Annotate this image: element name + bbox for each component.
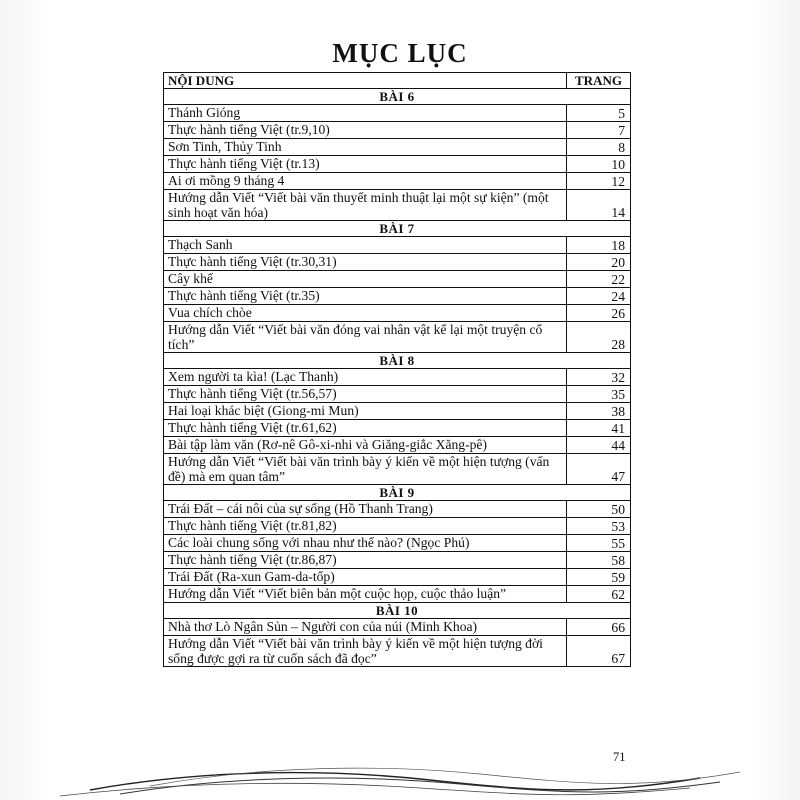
toc-entry-title: Trái Đất – cái nôi của sự sống (Hồ Thanh Trang) (164, 501, 567, 518)
toc-section-row (164, 603, 631, 619)
toc-entry-row (164, 386, 631, 403)
toc-entry-row (164, 454, 631, 485)
toc-entry-row (164, 403, 631, 420)
toc-entry-title: Thực hành tiếng Việt (tr.81,82) (164, 518, 567, 535)
toc-entry-row (164, 619, 631, 636)
toc-entry-page: 18 (567, 237, 631, 254)
toc-entry-row (164, 271, 631, 288)
toc-entry-title: Xem người ta kìa! (Lạc Thanh) (164, 369, 567, 386)
toc-entry-row (164, 518, 631, 535)
toc-entry-row (164, 322, 631, 353)
toc-entry-page: 50 (567, 501, 631, 518)
toc-entry-row (164, 237, 631, 254)
toc-entry-page: 7 (567, 122, 631, 139)
toc-entry-title: Nhà thơ Lò Ngân Sủn – Người con của núi (Minh Khoa) (164, 619, 567, 636)
toc-entry-row (164, 535, 631, 552)
toc-entry-title: Sơn Tinh, Thủy Tinh (164, 139, 567, 156)
toc-entry-row (164, 501, 631, 518)
toc-entry-page: 10 (567, 156, 631, 173)
toc-body (164, 73, 631, 667)
toc-entry-page: 41 (567, 420, 631, 437)
toc-entry-title: Thực hành tiếng Việt (tr.30,31) (164, 254, 567, 271)
toc-entry-title: Thánh Gióng (164, 105, 567, 122)
toc-section-row (164, 353, 631, 369)
toc-entry-title: Thực hành tiếng Việt (tr.86,87) (164, 552, 567, 569)
toc-entry-page: 32 (567, 369, 631, 386)
toc-section-title: BÀI 9 (164, 485, 631, 501)
toc-entry-page: 20 (567, 254, 631, 271)
toc-entry-page: 5 (567, 105, 631, 122)
toc-entry-title: Vua chích chòe (164, 305, 567, 322)
toc-entry-row (164, 569, 631, 586)
toc-entry-row (164, 420, 631, 437)
toc-entry-title: Thực hành tiếng Việt (tr.9,10) (164, 122, 567, 139)
toc-section-row (164, 89, 631, 105)
toc-entry-title: Thực hành tiếng Việt (tr.13) (164, 156, 567, 173)
toc-entry-page: 58 (567, 552, 631, 569)
toc-entry-page: 55 (567, 535, 631, 552)
toc-header-page: TRANG (567, 73, 631, 89)
toc-section-row (164, 485, 631, 501)
toc-header-content: NỘI DUNG (164, 73, 567, 89)
toc-entry-row (164, 369, 631, 386)
toc-entry-row (164, 636, 631, 667)
toc-entry-row (164, 254, 631, 271)
toc-entry-row (164, 105, 631, 122)
toc-entry-row (164, 437, 631, 454)
toc-entry-page: 22 (567, 271, 631, 288)
toc-entry-title: Cây khế (164, 271, 567, 288)
toc-entry-title: Trái Đất (Ra-xun Gam-da-tốp) (164, 569, 567, 586)
toc-entry-page: 26 (567, 305, 631, 322)
toc-entry-row (164, 586, 631, 603)
toc-entry-page: 67 (567, 636, 631, 667)
toc-entry-title: Thực hành tiếng Việt (tr.61,62) (164, 420, 567, 437)
toc-section-row (164, 221, 631, 237)
toc-entry-title: Thạch Sanh (164, 237, 567, 254)
toc-entry-title: Bài tập làm văn (Rơ-nê Gô-xi-nhi và Giăng-giắc Xăng-pê) (164, 437, 567, 454)
toc-entry-title: Thực hành tiếng Việt (tr.56,57) (164, 386, 567, 403)
toc-entry-page: 38 (567, 403, 631, 420)
toc-entry-page: 24 (567, 288, 631, 305)
toc-section-title: BÀI 10 (164, 603, 631, 619)
toc-entry-page: 44 (567, 437, 631, 454)
toc-entry-page: 62 (567, 586, 631, 603)
toc-entry-title: Hướng dẫn Viết “Viết biên bản một cuộc họp, cuộc thảo luận” (164, 586, 567, 603)
toc-entry-title: Hai loại khác biệt (Giong-mi Mun) (164, 403, 567, 420)
toc-section-title: BÀI 6 (164, 89, 631, 105)
toc-entry-title: Thực hành tiếng Việt (tr.35) (164, 288, 567, 305)
decorative-swirl-ornament (0, 760, 800, 800)
toc-entry-row (164, 288, 631, 305)
toc-entry-page: 14 (567, 190, 631, 221)
toc-entry-row (164, 552, 631, 569)
toc-entry-page: 47 (567, 454, 631, 485)
toc-entry-page: 66 (567, 619, 631, 636)
toc-entry-page: 8 (567, 139, 631, 156)
toc-entry-page: 28 (567, 322, 631, 353)
toc-entry-page: 35 (567, 386, 631, 403)
toc-entry-page: 12 (567, 173, 631, 190)
toc-entry-page: 59 (567, 569, 631, 586)
toc-entry-row (164, 305, 631, 322)
toc-header-row (164, 73, 631, 89)
toc-section-title: BÀI 8 (164, 353, 631, 369)
toc-entry-title: Ai ơi mồng 9 tháng 4 (164, 173, 567, 190)
page-title: MỤC LỤC (332, 38, 468, 68)
toc-entry-title: Hướng dẫn Viết “Viết bài văn trình bày ý kiến về một hiện tượng (vấn đề) mà em quan tâm” (164, 454, 567, 485)
page-number: 71 (613, 750, 626, 764)
toc-entry-title: Các loài chung sống với nhau như thế nào? (Ngọc Phú) (164, 535, 567, 552)
toc-entry-title: Hướng dẫn Viết “Viết bài văn đóng vai nhân vật kể lại một truyện cổ tích” (164, 322, 567, 353)
toc-section-title: BÀI 7 (164, 221, 631, 237)
toc-entry-row (164, 139, 631, 156)
toc-entry-title: Hướng dẫn Viết “Viết bài văn trình bày ý kiến về một hiện tượng đời sống được gợi ra từ cuốn sách đã đọc” (164, 636, 567, 667)
toc-entry-row (164, 173, 631, 190)
toc-entry-row (164, 122, 631, 139)
toc-entry-row (164, 156, 631, 173)
toc-entry-page: 53 (567, 518, 631, 535)
toc-table (163, 72, 631, 667)
toc-entry-title: Hướng dẫn Viết “Viết bài văn thuyết minh thuật lại một sự kiện” (một sinh hoạt văn hóa) (164, 190, 567, 221)
toc-entry-row (164, 190, 631, 221)
